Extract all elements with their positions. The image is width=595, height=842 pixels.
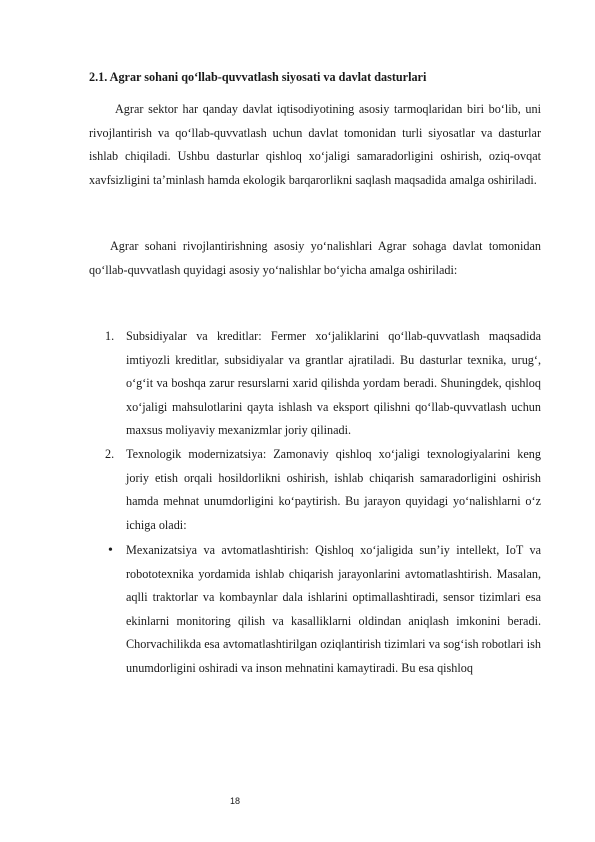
bullet-icon: • [108, 543, 113, 558]
numbered-list-item [89, 443, 541, 537]
numbered-list-item [89, 325, 541, 443]
bullet-list-item [89, 539, 541, 681]
page-number: 18 [230, 796, 241, 806]
paragraph-directions: Agrar sohani rivojlantirishning asosiy yo‘nalishlari Agrar sohaga davlat tomonidan qo‘llab-quvvatlash quyidagi asosiy yo‘nalishlar bo‘yicha amalga oshiriladi: [89, 239, 541, 277]
list-item-text: Subsidiyalar va kreditlar: Fermer xo‘jaliklarini qo‘llab-quvvatlash maqsadida imtiyozli kreditlar, subsidiyalar va grantlar ajratiladi. Bu dasturlar texnika, urug‘, o‘g‘it va boshqa zarur resurslarni xarid qilishda yordam beradi. Shuningdek, qishloq xo‘jaligi mahsulotlarini qayta ishlash va eksport qilishni qo‘llab-quvvatlash uchun maxsus moliyaviy mexanizmlar joriy qilinadi. [126, 329, 541, 438]
list-item-text: Mexanizatsiya va avtomatlashtirish: Qishloq xo‘jaligida sun’iy intellekt, IoT va robototexnika yordamida ishlab chiqarish jarayonlarini avtomatlashtirish. Masalan, aqlli traktorlar va kombaynlar dala ishlarini optimallashtiradi, sensor tizimlari esa ekinlarni monitoring qilish va kasalliklarni oldindan aniqlash imkonini beradi. Chorvachilikda esa avtomatlashtirilgan oziqlantirish tizimlari va sog‘ish robotlari ish unumdorligini oshiradi va inson mehnatini kamaytiradi. Bu esa qishloq [126, 543, 541, 675]
list-number: 1. [105, 329, 115, 343]
section-heading: 2.1. Agrar sohani qo‘llab-quvvatlash siyosati va davlat dasturlari [89, 70, 427, 84]
list-number: 2. [105, 447, 115, 461]
paragraph-intro: Agrar sektor har qanday davlat iqtisodiyotining asosiy tarmoqlaridan biri bo‘lib, uni rivojlantirish va qo‘llab-quvvatlash uchun davlat tomonidan turli siyosatlar va dasturlar ishlab chiqiladi. Ushbu dasturlar qishloq xo‘jaligi samaradorligini oshirish, oziq-ovqat xavfsizligini ta’minlash hamda ekologik barqarorlikni saqlash maqsadida amalga oshiriladi. [89, 102, 541, 187]
list-item-text: Texnologik modernizatsiya: Zamonaviy qishloq xo‘jaligi texnologiyalarini keng joriy etish orqali hosildorlikni oshirish, ishlab chiqarish samaradorligini oshirish hamda mehnat unumdorligini ko‘paytirish. Bu jarayon quyidagi yo‘nalishlarni o‘z ichiga oladi: [126, 447, 541, 532]
